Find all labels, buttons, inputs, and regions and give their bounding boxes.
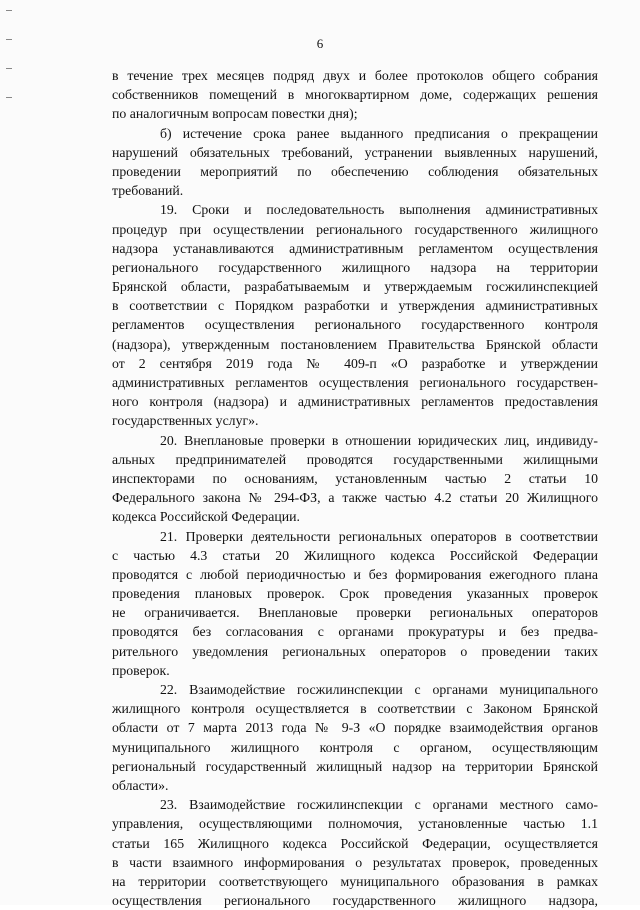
text-line: Федерального закона № 294-ФЗ, а также частью 4.2 статьи 20 Жилищного <box>112 490 598 506</box>
text-line: 23. Взаимодействие госжилинспекции с органами местного само- <box>160 797 598 813</box>
text-line: региональный государственный жилищный надзор на территории Брянской <box>112 758 598 774</box>
text-line: проводятся без согласования с органами прокуратуры и без предва- <box>112 624 598 640</box>
text-line: осуществления регионального государственного жилищного надзора, <box>112 893 598 909</box>
text-line: жилищного контроля осуществляется в соответствии с Законом Брянской <box>112 701 598 717</box>
paragraph <box>112 66 598 124</box>
text-line: 19. Сроки и последовательность выполнения административных <box>160 202 598 218</box>
text-line: административных регламентов осуществления регионального государствен- <box>112 375 598 390</box>
paragraph <box>112 527 598 681</box>
text-line: кодекса Российской Федерации. <box>112 509 300 525</box>
paragraph <box>112 124 598 201</box>
text-line: регламентов осуществления регионального государственного контроля <box>112 317 598 333</box>
text-line: альных предпринимателей проводятся государственными жилищными <box>112 451 598 467</box>
text-line: государственных услуг». <box>112 413 259 429</box>
text-line: 20. Внеплановые проверки в отношении юридических лиц, индивиду- <box>160 432 598 448</box>
paragraph <box>112 795 598 910</box>
text-line: Брянской области, разрабатываемым и утверждаемым госжилинспекцией <box>112 279 598 295</box>
text-line: по аналогичным вопросам повестки дня); <box>112 106 358 122</box>
text-line: не ограничивается. Внеплановые проверки региональных операторов <box>112 605 598 621</box>
text-line: в части взаимного информирования о результатах проверок, проведенных <box>112 854 598 870</box>
text-line: с частью 4.3 статьи 20 Жилищного кодекса Российской Федерации <box>112 547 598 563</box>
text-line: ного контроля (надзора) и административных регламентов предоставления <box>112 394 598 410</box>
text-line: от 2 сентября 2019 года № 409-п «О разработке и утверждении <box>112 355 598 371</box>
text-line: процедур при осуществлении регионального государственного жилищного <box>112 221 598 237</box>
text-line: проводятся с любой периодичностью и без формирования ежегодного плана <box>112 566 598 582</box>
text-line: нарушений обязательных требований, устранении выявленных нарушений, <box>112 144 598 160</box>
text-line: области от 7 марта 2013 года № 9-З «О порядке взаимодействия органов <box>112 720 598 736</box>
document-body <box>112 66 598 910</box>
scan-edge-marks <box>6 10 16 130</box>
text-line: проведения плановых проверок. Срок проведения указанных проверок <box>112 586 598 602</box>
text-line: в соответствии с Порядком разработки и утверждения административных <box>112 298 598 314</box>
paragraph <box>112 431 598 527</box>
text-line: управления, осуществляющими полномочия, установленные частью 1.1 <box>112 816 598 832</box>
text-line: статьи 165 Жилищного кодекса Российской Федерации, осуществляется <box>112 835 598 851</box>
text-line: (надзора), утвержденным постановлением Правительства Брянской области <box>112 336 598 352</box>
text-line: собственников помещений в многоквартирном доме, содержащих решения <box>112 87 598 103</box>
text-line: 22. Взаимодействие госжилинспекции с органами муниципального <box>160 682 598 697</box>
text-line: регионального государственного жилищного надзора на территории <box>112 259 598 275</box>
text-line: проведении мероприятий по обеспечению соблюдения обязательных <box>112 163 598 179</box>
text-line: муниципального жилищного контроля с органом, осуществляющим <box>112 739 598 755</box>
text-line: 21. Проверки деятельности региональных операторов в соответствии <box>160 528 598 544</box>
page-number: 6 <box>316 36 324 51</box>
paragraph <box>112 680 598 795</box>
text-line: области». <box>112 777 169 793</box>
text-line: б) истечение срока ранее выданного предписания о прекращении <box>160 125 598 141</box>
text-line: надзора устанавливаются административным регламентом осуществления <box>112 240 598 256</box>
text-line: требований. <box>112 183 184 199</box>
text-line: инспекторами по основаниям, установленным частью 2 статьи 10 <box>112 470 598 486</box>
text-line: в течение трех месяцев подряд двух и более протоколов общего собрания <box>112 68 598 83</box>
text-line: на территории соответствующего муниципального образования в рамках <box>112 873 598 889</box>
text-line: проверок. <box>112 662 170 678</box>
paragraph <box>112 200 598 430</box>
text-line: рительного уведомления региональных операторов о проведении таких <box>112 643 598 659</box>
